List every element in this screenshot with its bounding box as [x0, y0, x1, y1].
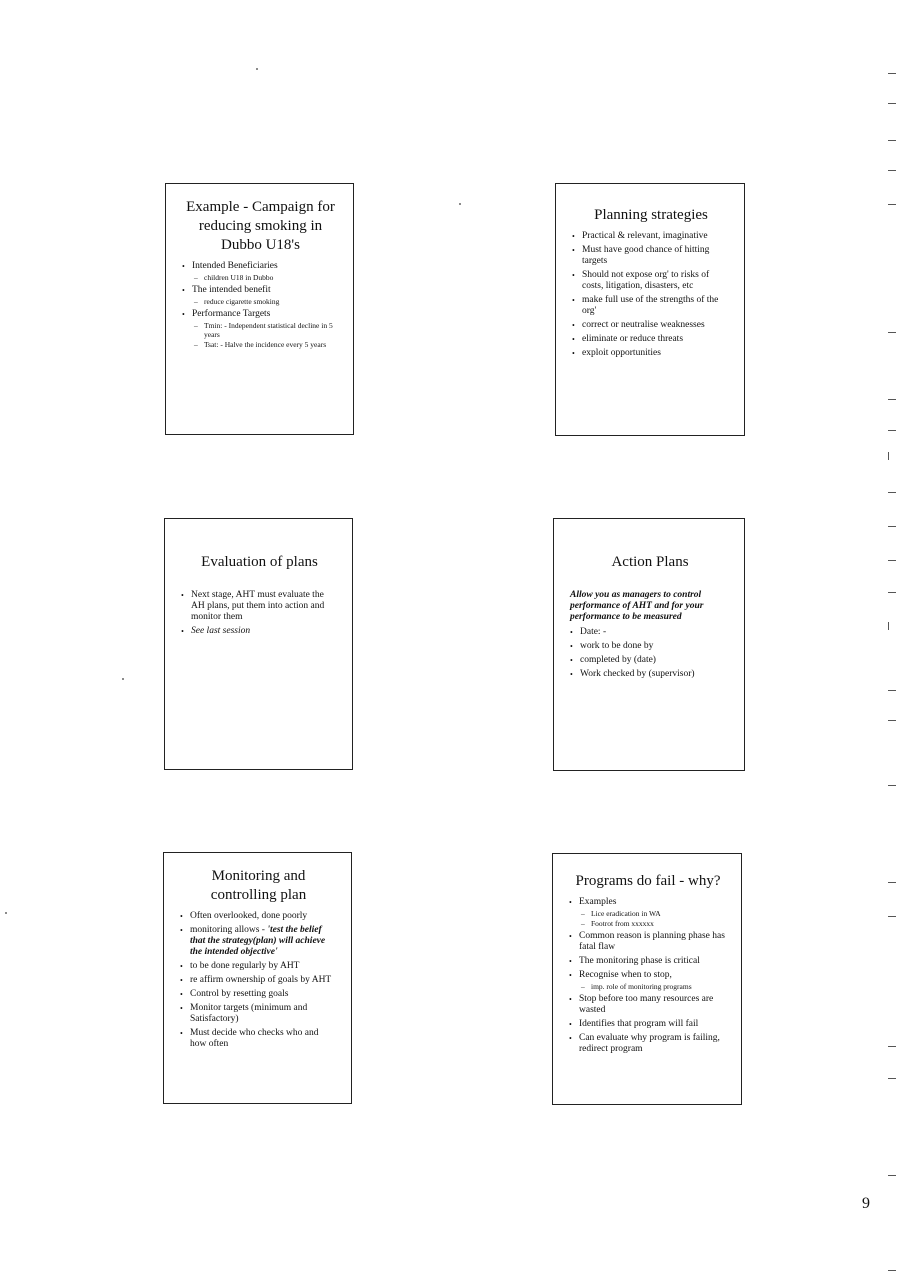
margin-mark	[888, 592, 896, 593]
page-number: 9	[862, 1195, 870, 1212]
bullet-list	[570, 627, 730, 680]
margin-mark	[888, 720, 896, 721]
margin-mark	[888, 399, 896, 400]
list-item: • Intended Beneficiaries – children U18 in Dubbo	[182, 261, 339, 282]
list-item: • monitoring allows - 'test the belief that the strategy(plan) will achieve the intended objective'	[180, 925, 337, 958]
list-item: • make full use of the strengths of the org'	[572, 295, 730, 317]
list-item: • Can evaluate why program is failing, redirect program	[569, 1033, 727, 1055]
list-item: • Practical & relevant, imaginative	[572, 231, 730, 242]
bullet-list	[180, 911, 337, 1050]
sub-item: – Lice eradication in WA	[579, 909, 727, 918]
slide-title: Evaluation of plans	[201, 554, 318, 570]
list-item: • Recognise when to stop, – imp. role of monitoring programs	[569, 970, 727, 991]
list-item: • completed by (date)	[570, 655, 730, 666]
list-item: • The intended benefit – reduce cigarette smoking	[182, 285, 339, 306]
margin-mark	[888, 452, 889, 460]
scan-speck	[5, 912, 7, 914]
list-item: • correct or neutralise weaknesses	[572, 320, 730, 331]
emphasis-text: 'test the belief that the strategy(plan) will achieve the intended objective'	[190, 925, 326, 957]
list-item: • The monitoring phase is critical	[569, 956, 727, 967]
sub-item: – reduce cigarette smoking	[192, 297, 339, 306]
sub-item: – children U18 in Dubbo	[192, 273, 339, 282]
margin-mark	[888, 785, 896, 786]
list-item: • Should not expose org' to risks of costs, litigation, disasters, etc	[572, 270, 730, 292]
margin-mark	[888, 1270, 896, 1271]
slide-campaign-example	[165, 183, 354, 435]
list-item: • Work checked by (supervisor)	[570, 669, 730, 680]
list-item: • to be done regularly by AHT	[180, 961, 337, 972]
slide-evaluation-of-plans	[164, 518, 353, 770]
slide-title: Example - Campaign for reducing smoking in Dubbo U18's	[186, 199, 335, 253]
scan-speck	[256, 68, 258, 70]
margin-mark	[888, 1078, 896, 1079]
list-item: • work to be done by	[570, 641, 730, 652]
slide-planning-strategies	[555, 183, 745, 436]
bullet-list	[569, 897, 727, 1055]
bullet-list	[181, 590, 338, 637]
margin-mark	[888, 73, 896, 74]
margin-mark	[888, 622, 889, 630]
list-item: • Often overlooked, done poorly	[180, 911, 337, 922]
margin-mark	[888, 430, 896, 431]
slide-action-plans	[553, 518, 745, 771]
list-item: • Identifies that program will fail	[569, 1019, 727, 1030]
margin-mark	[888, 560, 896, 561]
list-item: • Monitor targets (minimum and Satisfactory)	[180, 1003, 337, 1025]
slide-monitoring-controlling	[163, 852, 352, 1104]
list-item: • Common reason is planning phase has fatal flaw	[569, 931, 727, 953]
margin-mark	[888, 690, 896, 691]
bullet-list	[182, 261, 339, 349]
list-item: • re affirm ownership of goals by AHT	[180, 975, 337, 986]
margin-mark	[888, 1175, 896, 1176]
margin-mark	[888, 103, 896, 104]
margin-mark	[888, 332, 896, 333]
slide-title: Programs do fail - why?	[575, 873, 721, 889]
margin-mark	[888, 204, 896, 205]
margin-mark	[888, 526, 896, 527]
list-item: • Must have good chance of hitting targets	[572, 245, 730, 267]
margin-mark	[888, 140, 896, 141]
list-item: • Date: -	[570, 627, 730, 638]
list-item: • Next stage, AHT must evaluate the AH plans, put them into action and monitor them	[181, 590, 338, 623]
sub-item: – Tmin: - Independent statistical decline in 5 years	[192, 321, 339, 339]
list-item: • Control by resetting goals	[180, 989, 337, 1000]
bullet-list	[572, 231, 730, 359]
list-item: • eliminate or reduce threats	[572, 334, 730, 345]
scan-speck	[459, 203, 461, 205]
slide-lead-text: Allow you as managers to control performance of AHT and for your performance to be measured	[570, 590, 704, 622]
scan-speck	[122, 678, 124, 680]
list-item: • Examples – Lice eradication in WA – Footrot from xxxxxx	[569, 897, 727, 928]
sub-item: – Footrot from xxxxxx	[579, 919, 727, 928]
slide-programs-fail	[552, 853, 742, 1105]
list-item: • See last session	[181, 626, 338, 637]
list-item: • Performance Targets – Tmin: - Independent statistical decline in 5 years – Tsat: - Halve the incidence every 5 years	[182, 309, 339, 349]
sub-item: – imp. role of monitoring programs	[579, 982, 727, 991]
sub-item: – Tsat: - Halve the incidence every 5 years	[192, 340, 339, 349]
margin-mark	[888, 916, 896, 917]
slide-title: Planning strategies	[594, 207, 708, 223]
list-item: • exploit opportunities	[572, 348, 730, 359]
slide-title: Action Plans	[611, 554, 689, 570]
margin-mark	[888, 1046, 896, 1047]
list-item: • Stop before too many resources are wasted	[569, 994, 727, 1016]
margin-mark	[888, 492, 896, 493]
margin-mark	[888, 170, 896, 171]
slide-title: Monitoring and controlling plan	[210, 868, 307, 903]
list-item: • Must decide who checks who and how often	[180, 1028, 337, 1050]
margin-mark	[888, 882, 896, 883]
